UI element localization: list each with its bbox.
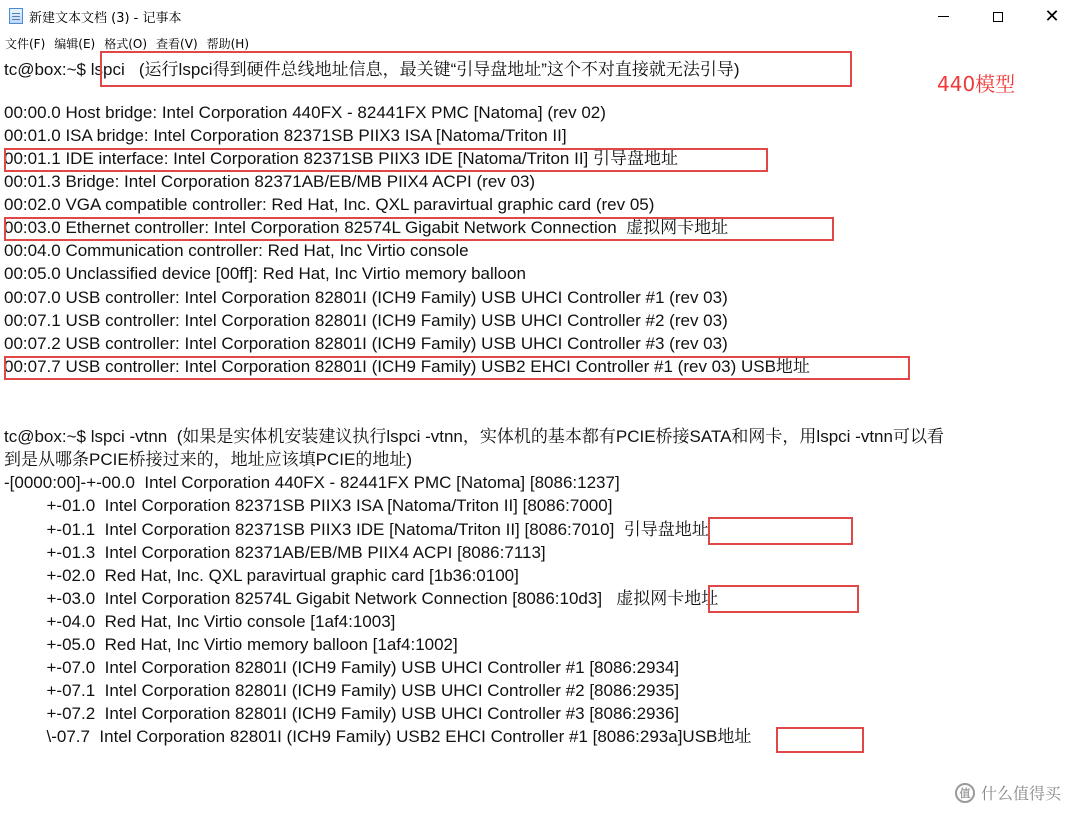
text-line: 00:01.0 ISA bridge: Intel Corporation 82371SB PIIX3 ISA [Natoma/Triton II] [4,126,567,145]
text-line: tc@box:~$ lspci (运行lspci得到硬件总线地址信息，最关键“引导盘地址”这个不对直接就无法引导) [4,60,740,79]
maximize-button[interactable] [975,0,1021,33]
minimize-button[interactable] [920,0,966,33]
text-line: 00:07.7 USB controller: Intel Corporation 82801I (ICH9 Family) USB2 EHCI Controller #1 (rev 03) USB地址 [4,357,810,376]
menu-bar [0,33,1080,53]
text-line: +-03.0 Intel Corporation 82574L Gigabit Network Connection [8086:10d3] 虚拟网卡地址 [4,589,719,608]
model-annotation-label: 440模型 [937,72,1016,96]
window-title: 新建文本文档 (3) - 记事本 [29,11,182,26]
close-icon: ✕ [1044,5,1060,27]
text-line: -[0000:00]-+-00.0 Intel Corporation 440FX - 82441FX PMC [Natoma] [8086:1237] [4,473,620,492]
menu-help[interactable]: 帮助(H) [206,37,250,51]
maximize-icon [993,12,1003,22]
text-line: 00:07.0 USB controller: Intel Corporation 82801I (ICH9 Family) USB UHCI Controller #1 (rev 03) [4,288,728,307]
text-line: 00:01.3 Bridge: Intel Corporation 82371AB/EB/MB PIIX4 ACPI (rev 03) [4,172,536,191]
watermark-text: 什么值得买 [981,784,1062,803]
text-line: 00:03.0 Ethernet controller: Intel Corporation 82574L Gigabit Network Connection 虚拟网卡地址 [4,218,729,237]
text-line: +-07.2 Intel Corporation 82801I (ICH9 Family) USB UHCI Controller #3 [8086:2936] [4,704,680,723]
text-line: +-01.3 Intel Corporation 82371AB/EB/MB PIIX4 ACPI [8086:7113] [4,543,546,562]
menu-edit[interactable]: 编辑(E) [54,37,96,51]
text-line: 00:05.0 Unclassified device [00ff]: Red Hat, Inc Virtio memory balloon [4,264,526,283]
menu-file[interactable]: 文件(F) [5,37,46,51]
notepad-icon [9,8,23,24]
highlight-box-nic [4,217,834,241]
zhide-logo-icon: 值 [955,783,975,803]
watermark [955,781,1061,804]
text-line: 00:01.1 IDE interface: Intel Corporation 82371SB PIIX3 IDE [Natoma/Triton II] 引导盘地址 [4,149,679,168]
text-line: 00:00.0 Host bridge: Intel Corporation 440FX - 82441FX PMC [Natoma] (rev 02) [4,103,606,122]
text-line: 到是从哪条PCIE桥接过来的，地址应该填PCIE的地址) [4,450,413,469]
highlight-box-usb [4,356,910,380]
highlight-box-boot-disk-tree [708,517,853,545]
highlight-box-usb-tree [776,727,864,753]
highlight-box-lspci [100,51,852,87]
text-line: 00:07.2 USB controller: Intel Corporation 82801I (ICH9 Family) USB UHCI Controller #3 (rev 03) [4,334,728,353]
text-line: +-02.0 Red Hat, Inc. QXL paravirtual graphic card [1b36:0100] [4,566,519,585]
title-bar[interactable] [0,0,1080,33]
menu-format[interactable]: 格式(O) [104,37,148,51]
text-line: \-07.7 Intel Corporation 82801I (ICH9 Family) USB2 EHCI Controller #1 [8086:293a]USB地址 [4,727,752,746]
text-line: 00:04.0 Communication controller: Red Hat, Inc Virtio console [4,241,469,260]
highlight-box-nic-tree [708,585,859,613]
text-line: +-04.0 Red Hat, Inc Virtio console [1af4:1003] [4,612,396,631]
text-line: tc@box:~$ lspci -vtnn (如果是实体机安装建议执行lspci -vtnn，实体机的基本都有PCIE桥接SATA和网卡，用lspci -vtnn可以看 [4,427,944,446]
text-line: +-01.0 Intel Corporation 82371SB PIIX3 ISA [Natoma/Triton II] [8086:7000] [4,496,613,515]
text-line: +-01.1 Intel Corporation 82371SB PIIX3 IDE [Natoma/Triton II] [8086:7010] 引导盘地址 [4,520,709,539]
text-line: 00:07.1 USB controller: Intel Corporation 82801I (ICH9 Family) USB UHCI Controller #2 (rev 03) [4,311,728,330]
minimize-icon [938,16,949,17]
close-button[interactable] [1029,0,1075,33]
text-line: +-07.0 Intel Corporation 82801I (ICH9 Family) USB UHCI Controller #1 [8086:2934] [4,658,680,677]
text-line: +-05.0 Red Hat, Inc Virtio memory balloon [1af4:1002] [4,635,458,654]
text-line: 00:02.0 VGA compatible controller: Red Hat, Inc. QXL paravirtual graphic card (rev 05) [4,195,655,214]
menu-view[interactable]: 查看(V) [156,37,198,51]
text-line: +-07.1 Intel Corporation 82801I (ICH9 Family) USB UHCI Controller #2 [8086:2935] [4,681,680,700]
highlight-box-boot-disk [4,148,768,172]
